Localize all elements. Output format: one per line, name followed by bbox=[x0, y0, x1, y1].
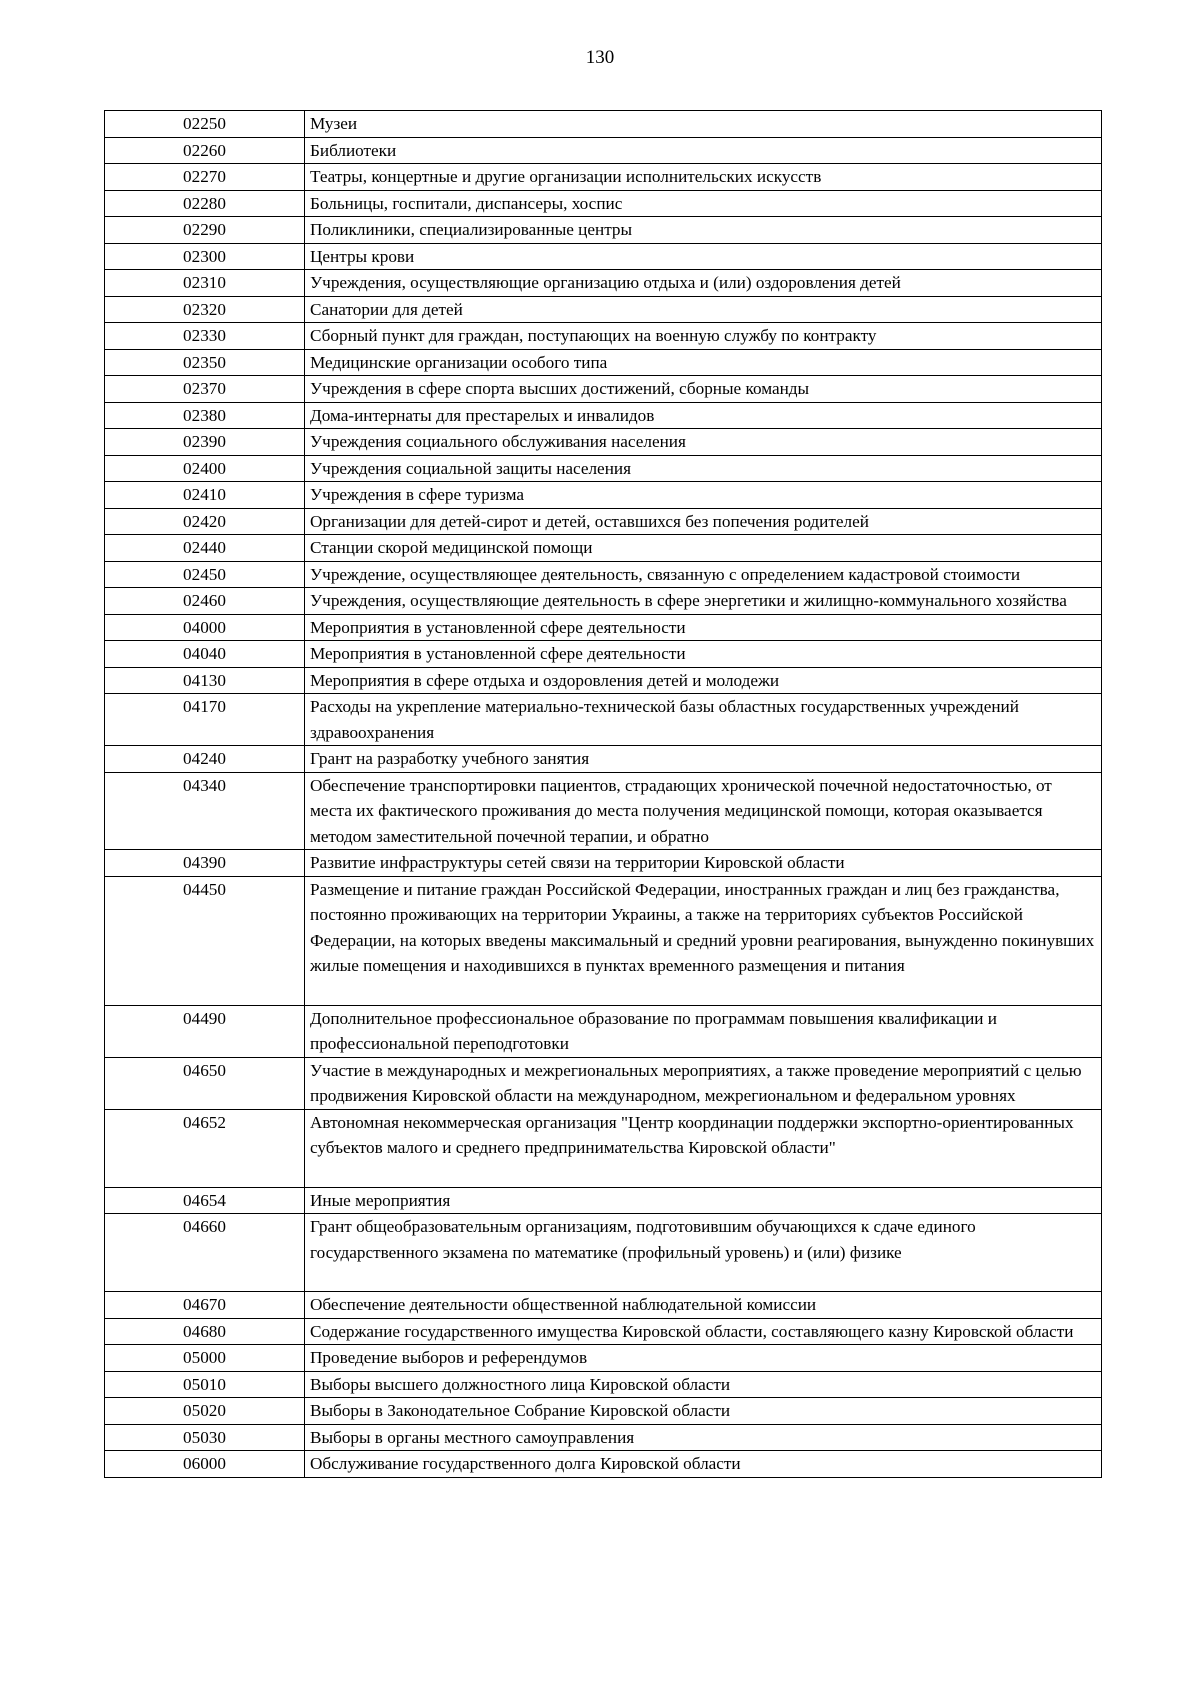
name-cell: Мероприятия в сфере отдыха и оздоровления детей и молодежи bbox=[305, 667, 1102, 694]
name-cell: Сборный пункт для граждан, поступающих на военную службу по контракту bbox=[305, 323, 1102, 350]
code-cell: 04652 bbox=[105, 1109, 305, 1187]
code-cell: 04670 bbox=[105, 1292, 305, 1319]
name-cell: Обслуживание государственного долга Кировской области bbox=[305, 1451, 1102, 1478]
name-cell: Станции скорой медицинской помощи bbox=[305, 535, 1102, 562]
name-cell: Учреждения социального обслуживания населения bbox=[305, 429, 1102, 456]
name-cell: Обеспечение деятельности общественной наблюдательной комиссии bbox=[305, 1292, 1102, 1319]
name-cell: Выборы высшего должностного лица Кировской области bbox=[305, 1371, 1102, 1398]
table-row bbox=[105, 1005, 1102, 1057]
table-row bbox=[105, 164, 1102, 191]
code-cell: 05020 bbox=[105, 1398, 305, 1425]
name-cell: Больницы, госпитали, диспансеры, хоспис bbox=[305, 190, 1102, 217]
code-cell: 04130 bbox=[105, 667, 305, 694]
code-cell: 02370 bbox=[105, 376, 305, 403]
code-cell: 02280 bbox=[105, 190, 305, 217]
table-body bbox=[105, 111, 1102, 1478]
name-cell: Медицинские организации особого типа bbox=[305, 349, 1102, 376]
code-cell: 02460 bbox=[105, 588, 305, 615]
expense-codes-table bbox=[104, 110, 1102, 1478]
name-cell: Расходы на укрепление материально-технической базы областных государственных учреждений здравоохранения bbox=[305, 694, 1102, 746]
table-row bbox=[105, 1451, 1102, 1478]
table-row bbox=[105, 1345, 1102, 1372]
table-row bbox=[105, 1109, 1102, 1187]
name-cell: Выборы в органы местного самоуправления bbox=[305, 1424, 1102, 1451]
table-row bbox=[105, 190, 1102, 217]
name-cell: Музеи bbox=[305, 111, 1102, 138]
code-cell: 02310 bbox=[105, 270, 305, 297]
code-cell: 02270 bbox=[105, 164, 305, 191]
code-cell: 02290 bbox=[105, 217, 305, 244]
table-row bbox=[105, 772, 1102, 850]
table-row bbox=[105, 323, 1102, 350]
name-cell: Учреждения социальной защиты населения bbox=[305, 455, 1102, 482]
table-row bbox=[105, 746, 1102, 773]
name-cell: Развитие инфраструктуры сетей связи на территории Кировской области bbox=[305, 850, 1102, 877]
name-cell: Автономная некоммерческая организация "Центр координации поддержки экспортно-ориентированных субъектов малого и среднего предпринимательства Кировской области" bbox=[305, 1109, 1102, 1187]
code-cell: 02250 bbox=[105, 111, 305, 138]
table-row bbox=[105, 535, 1102, 562]
table-row bbox=[105, 1424, 1102, 1451]
table-row bbox=[105, 1187, 1102, 1214]
table-row bbox=[105, 1398, 1102, 1425]
name-cell: Содержание государственного имущества Кировской области, составляющего казну Кировской области bbox=[305, 1318, 1102, 1345]
table-row bbox=[105, 508, 1102, 535]
table-row bbox=[105, 217, 1102, 244]
table-row bbox=[105, 641, 1102, 668]
name-cell: Учреждения в сфере спорта высших достижений, сборные команды bbox=[305, 376, 1102, 403]
table-row bbox=[105, 429, 1102, 456]
name-cell: Санатории для детей bbox=[305, 296, 1102, 323]
code-cell: 02390 bbox=[105, 429, 305, 456]
code-cell: 06000 bbox=[105, 1451, 305, 1478]
name-cell: Дома-интернаты для престарелых и инвалидов bbox=[305, 402, 1102, 429]
name-cell: Библиотеки bbox=[305, 137, 1102, 164]
table-row bbox=[105, 1292, 1102, 1319]
code-cell: 04450 bbox=[105, 876, 305, 1005]
table-row bbox=[105, 270, 1102, 297]
code-cell: 02350 bbox=[105, 349, 305, 376]
name-cell: Учреждения в сфере туризма bbox=[305, 482, 1102, 509]
table-row bbox=[105, 455, 1102, 482]
name-cell: Мероприятия в установленной сфере деятельности bbox=[305, 641, 1102, 668]
name-cell: Проведение выборов и референдумов bbox=[305, 1345, 1102, 1372]
code-cell: 02260 bbox=[105, 137, 305, 164]
code-cell: 04000 bbox=[105, 614, 305, 641]
table-row bbox=[105, 243, 1102, 270]
code-cell: 02320 bbox=[105, 296, 305, 323]
code-cell: 02400 bbox=[105, 455, 305, 482]
name-cell: Обеспечение транспортировки пациентов, страдающих хронической почечной недостаточностью, от места их фактического проживания до места получения медицинской помощи, которая оказывается методом заместительной почечной терапии, и обратно bbox=[305, 772, 1102, 850]
table-row bbox=[105, 402, 1102, 429]
code-cell: 04390 bbox=[105, 850, 305, 877]
name-cell: Дополнительное профессиональное образование по программам повышения квалификации и профессиональной переподготовки bbox=[305, 1005, 1102, 1057]
name-cell: Учреждения, осуществляющие организацию отдыха и (или) оздоровления детей bbox=[305, 270, 1102, 297]
code-cell: 04650 bbox=[105, 1057, 305, 1109]
code-cell: 04680 bbox=[105, 1318, 305, 1345]
table-row bbox=[105, 561, 1102, 588]
table-row bbox=[105, 667, 1102, 694]
name-cell: Учреждение, осуществляющее деятельность, связанную с определением кадастровой стоимости bbox=[305, 561, 1102, 588]
table-row bbox=[105, 349, 1102, 376]
table-row bbox=[105, 614, 1102, 641]
code-cell: 05010 bbox=[105, 1371, 305, 1398]
code-cell: 04490 bbox=[105, 1005, 305, 1057]
code-cell: 02420 bbox=[105, 508, 305, 535]
name-cell: Грант на разработку учебного занятия bbox=[305, 746, 1102, 773]
table-row bbox=[105, 1214, 1102, 1292]
table-row bbox=[105, 694, 1102, 746]
code-cell: 04340 bbox=[105, 772, 305, 850]
table-row bbox=[105, 482, 1102, 509]
name-cell: Мероприятия в установленной сфере деятельности bbox=[305, 614, 1102, 641]
code-cell: 04654 bbox=[105, 1187, 305, 1214]
table-row bbox=[105, 850, 1102, 877]
code-cell: 02410 bbox=[105, 482, 305, 509]
name-cell: Размещение и питание граждан Российской Федерации, иностранных граждан и лиц без гражданства, постоянно проживающих на территории Украины, а также на территориях субъектов Российской Федерации, на которых введены максимальный и средний уровни реагирования, вынужденно покинувших жилые помещения и находившихся в пунктах временного размещения и питания bbox=[305, 876, 1102, 1005]
name-cell: Организации для детей-сирот и детей, оставшихся без попечения родителей bbox=[305, 508, 1102, 535]
page-number: 130 bbox=[585, 47, 615, 68]
table-row bbox=[105, 1318, 1102, 1345]
code-cell: 02300 bbox=[105, 243, 305, 270]
code-cell: 04040 bbox=[105, 641, 305, 668]
code-cell: 04660 bbox=[105, 1214, 305, 1292]
name-cell: Иные мероприятия bbox=[305, 1187, 1102, 1214]
name-cell: Участие в международных и межрегиональных мероприятиях, а также проведение мероприятий с целью продвижения Кировской области на международном, межрегиональном и федеральном уровнях bbox=[305, 1057, 1102, 1109]
table-row bbox=[105, 137, 1102, 164]
code-cell: 02440 bbox=[105, 535, 305, 562]
code-cell: 02380 bbox=[105, 402, 305, 429]
code-cell: 04240 bbox=[105, 746, 305, 773]
code-cell: 05000 bbox=[105, 1345, 305, 1372]
table-row bbox=[105, 876, 1102, 1005]
table-row bbox=[105, 1371, 1102, 1398]
table-row bbox=[105, 1057, 1102, 1109]
name-cell: Выборы в Законодательное Собрание Кировской области bbox=[305, 1398, 1102, 1425]
table-row bbox=[105, 111, 1102, 138]
code-cell: 04170 bbox=[105, 694, 305, 746]
name-cell: Театры, концертные и другие организации исполнительских искусств bbox=[305, 164, 1102, 191]
name-cell: Центры крови bbox=[305, 243, 1102, 270]
table-row bbox=[105, 588, 1102, 615]
table-row bbox=[105, 376, 1102, 403]
name-cell: Учреждения, осуществляющие деятельность в сфере энергетики и жилищно-коммунального хозяйства bbox=[305, 588, 1102, 615]
table-row bbox=[105, 296, 1102, 323]
code-cell: 05030 bbox=[105, 1424, 305, 1451]
name-cell: Грант общеобразовательным организациям, подготовившим обучающихся к сдаче единого государственного экзамена по математике (профильный уровень) и (или) физике bbox=[305, 1214, 1102, 1292]
code-cell: 02330 bbox=[105, 323, 305, 350]
name-cell: Поликлиники, специализированные центры bbox=[305, 217, 1102, 244]
code-cell: 02450 bbox=[105, 561, 305, 588]
